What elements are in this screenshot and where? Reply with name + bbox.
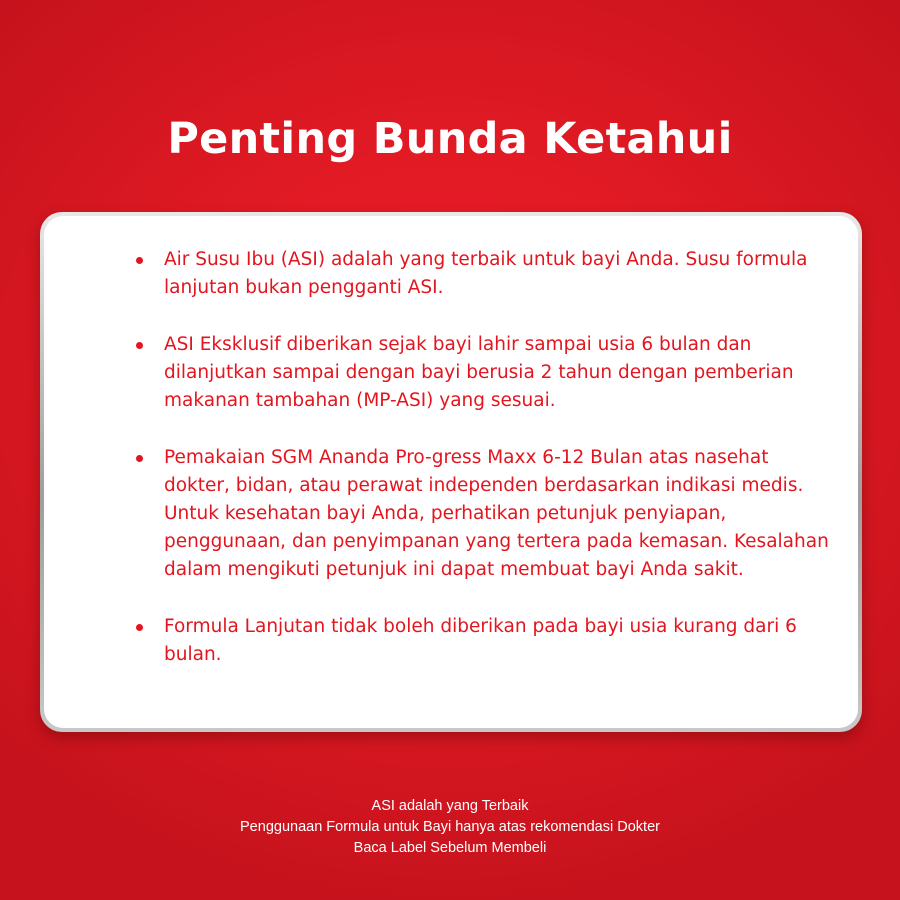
notice-item [130,613,830,669]
notice-text: Air Susu Ibu (ASI) adalah yang terbaik untuk bayi Anda. Susu formula lanjutan bukan pengganti ASI. [164,249,808,298]
notice-text: ASI Eksklusif diberikan sejak bayi lahir sampai usia 6 bulan dan dilanjutkan sampai dengan bayi berusia 2 tahun dengan pemberian makanan tambahan (MP-ASI) yang sesuai. [164,334,794,411]
notice-text: Formula Lanjutan tidak boleh diberikan pada bayi usia kurang dari 6 bulan. [164,616,797,665]
notice-card-frame [40,212,862,732]
bullet-dot-icon [136,455,143,462]
notice-item [130,331,830,415]
bullet-dot-icon [136,624,143,631]
notice-list [130,246,830,669]
notice-card [44,216,858,728]
footer-line-1: ASI adalah yang Terbaik [371,798,529,814]
notice-text: Pemakaian SGM Ananda Pro-gress Maxx 6-12 Bulan atas nasehat dokter, bidan, atau perawat independen berdasarkan indikasi medis. Untuk kesehatan bayi Anda, perhatikan petunjuk penyiapan, penggunaan, dan penyimpanan yang tertera pada kemasan. Kesalahan dalam mengikuti petunjuk ini dapat membuat bayi Anda sakit. [164,447,829,580]
footer-line-3: Baca Label Sebelum Membeli [353,840,547,856]
footer-disclaimer [0,796,900,859]
page-title: Penting Bunda Ketahui [167,113,733,164]
bullet-dot-icon [136,342,143,349]
bullet-dot-icon [136,257,143,264]
notice-item [130,246,830,302]
notice-item [130,444,830,584]
footer-line-2: Penggunaan Formula untuk Bayi hanya atas rekomendasi Dokter [240,819,660,835]
